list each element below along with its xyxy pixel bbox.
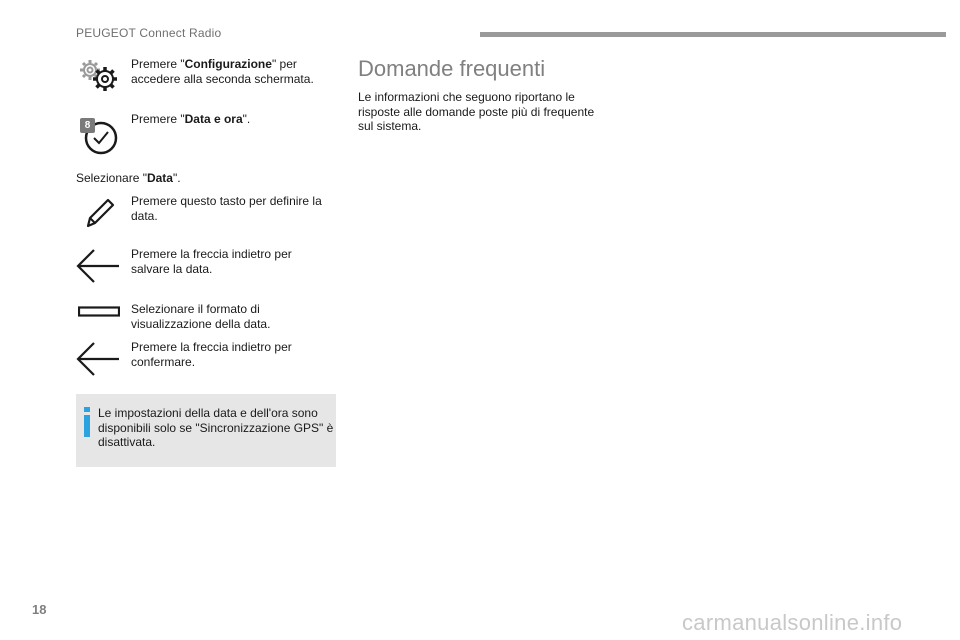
faq-title: Domande frequenti bbox=[358, 56, 546, 81]
step-text-prefix: Premere " bbox=[131, 112, 185, 126]
select-text-prefix: Selezionare " bbox=[76, 171, 147, 185]
step-text-prefix: Premere " bbox=[131, 57, 185, 71]
clock-badge: 8 bbox=[80, 118, 95, 133]
action-save-text: Premere la freccia indietro per salvare la data. bbox=[131, 247, 292, 276]
select-data-line bbox=[76, 171, 336, 186]
step-text-suffix: " per accedere alla seconda schermata. bbox=[131, 57, 314, 86]
header-title: PEUGEOT Connect Radio bbox=[76, 26, 222, 40]
action-pencil-text: Premere questo tasto per definire la data. bbox=[131, 194, 322, 223]
info-text: Le impostazioni della data e dell'ora sono disponibili solo se "Sincronizzazione GPS" è disattivata. bbox=[98, 406, 334, 449]
step-text-bold: Configurazione bbox=[184, 57, 272, 71]
step-data-e-ora bbox=[131, 112, 336, 127]
step-text-suffix: ". bbox=[242, 112, 251, 126]
action-format-text: Selezionare il formato di visualizzazione della data. bbox=[131, 302, 271, 331]
page-number: 18 bbox=[32, 602, 47, 617]
select-text-bold: Data bbox=[146, 171, 173, 185]
select-text-suffix: ". bbox=[172, 171, 181, 185]
settings-gears-icon bbox=[76, 56, 122, 96]
step-text-bold: Data e ora bbox=[184, 112, 243, 126]
clock-icon-group bbox=[80, 116, 120, 156]
back-arrow-icon bbox=[76, 341, 120, 377]
watermark: carmanualsonline.info bbox=[682, 610, 903, 635]
action-confirm-text: Premere la freccia indietro per confermare. bbox=[131, 340, 292, 369]
step-configurazione bbox=[131, 57, 336, 86]
info-box bbox=[76, 394, 336, 467]
back-arrow-icon bbox=[76, 248, 120, 284]
info-icon bbox=[82, 407, 92, 437]
format-bar-icon bbox=[78, 306, 120, 318]
faq-body: Le informazioni che seguono riportano le risposte alle domande poste più di frequente sul sistema. bbox=[358, 90, 595, 133]
header-bar bbox=[480, 32, 946, 37]
pencil-icon bbox=[84, 196, 116, 230]
